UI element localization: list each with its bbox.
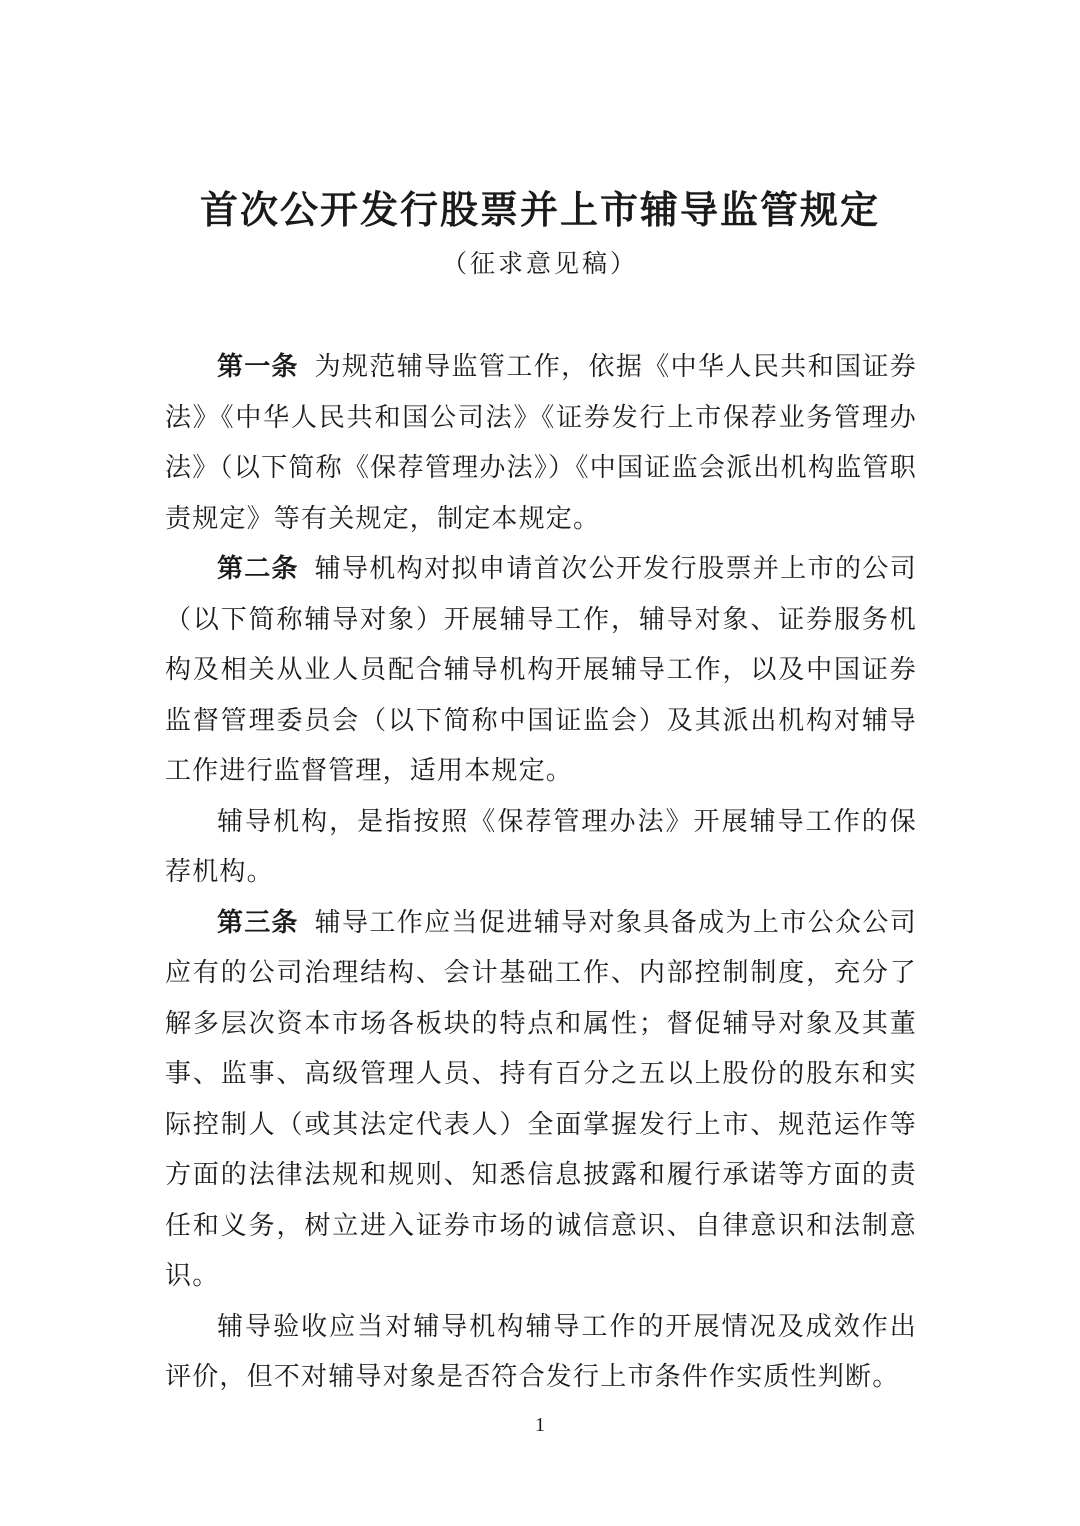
article-label: 第一条 <box>217 352 299 382</box>
article-label: 第三条 <box>217 907 299 938</box>
paragraph-article-2 <box>165 544 917 797</box>
document-title: 首次公开发行股票并上市辅导监管规定 <box>199 188 880 232</box>
paragraph-text: 为规范辅导监管工作，依据《中华人民共和国证券法》《中华人民共和国公司法》《证券发行上市保荐业务管理办法》（以下简称《保荐管理办法》）《中国证监会派出机构监管职责规定》等有关规定，制定本规定。 <box>165 352 917 534</box>
paragraph-article-3-evaluation <box>165 1302 917 1403</box>
paragraph-article-3 <box>165 898 917 1302</box>
paragraph-text: 辅导验收应当对辅导机构辅导工作的开展情况及成效作出评价，但不对辅导对象是否符合发行上市条件作实质性判断。 <box>165 1311 917 1392</box>
page-number: 1 <box>535 1414 545 1436</box>
document-body <box>165 342 917 1403</box>
article-label: 第二条 <box>217 554 299 584</box>
paragraph-text: 辅导机构对拟申请首次公开发行股票并上市的公司（以下简称辅导对象）开展辅导工作，辅导对象、证券服务机构及相关从业人员配合辅导机构开展辅导工作，以及中国证券监督管理委员会（以下简称中国证监会）及其派出机构对辅导工作进行监督管理，适用本规定。 <box>165 554 917 786</box>
paragraph-text: 辅导机构，是指按照《保荐管理办法》开展辅导工作的保荐机构。 <box>165 806 917 887</box>
document-subtitle: （征求意见稿） <box>441 249 638 278</box>
paragraph-article-1 <box>165 342 917 544</box>
paragraph-article-2-definition <box>165 797 917 898</box>
paragraph-text: 辅导工作应当促进辅导对象具备成为上市公众公司应有的公司治理结构、会计基础工作、内部控制制度，充分了解多层次资本市场各板块的特点和属性；督促辅导对象及其董事、监事、高级管理人员、持有百分之五以上股份的股东和实际控制人（或其法定代表人）全面掌握发行上市、规范运作等方面的法律法规和规则、知悉信息披露和履行承诺等方面的责任和义务，树立进入证券市场的诚信意识、自律意识和法制意识。 <box>165 907 917 1291</box>
